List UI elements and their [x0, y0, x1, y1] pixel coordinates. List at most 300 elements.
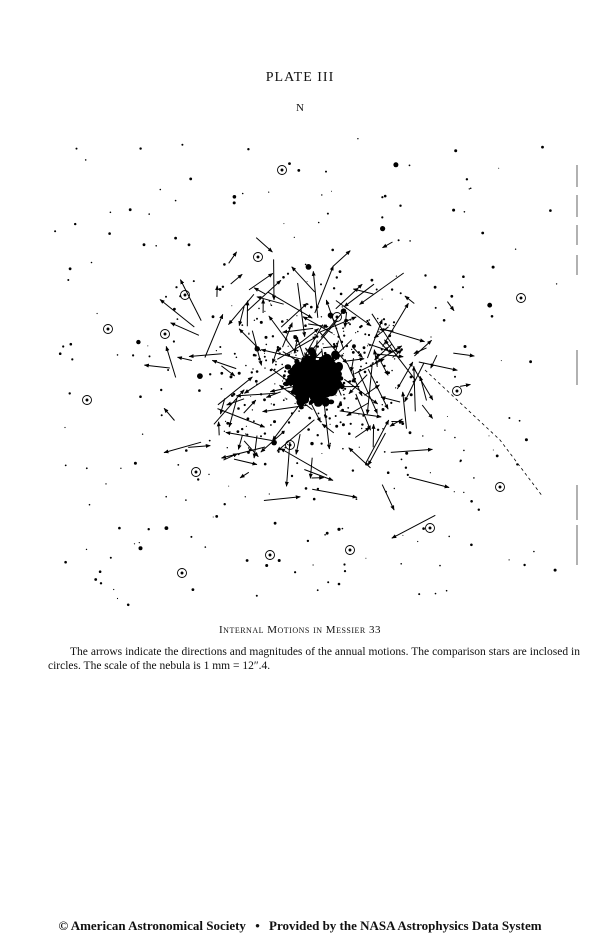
star-dot — [363, 346, 366, 349]
motion-arrow — [171, 323, 199, 336]
star-dot — [252, 409, 253, 410]
motion-arrow — [205, 314, 223, 357]
star-dot — [515, 249, 516, 250]
star-dot — [294, 571, 296, 573]
star-dot — [255, 380, 258, 383]
star-dot — [380, 226, 385, 231]
star-dot — [325, 392, 327, 394]
star-dot — [533, 551, 535, 553]
motion-arrow — [231, 274, 243, 284]
star-dot — [285, 398, 286, 399]
motion-arrow — [453, 353, 474, 356]
motion-arrow — [405, 296, 414, 304]
motion-arrow — [238, 435, 242, 449]
motion-arrow — [303, 317, 333, 334]
star-dot — [340, 293, 343, 296]
star-dot — [422, 527, 425, 530]
star-dot — [435, 593, 437, 595]
nebula-blob — [339, 376, 343, 380]
star-dot — [390, 402, 392, 404]
comparison-star-dot — [456, 390, 458, 392]
comparison-star-dot — [257, 256, 259, 258]
star-dot — [401, 459, 403, 461]
star-dot — [368, 334, 370, 336]
star-dot — [189, 178, 192, 181]
star-dot — [265, 359, 267, 361]
figure-caption-text: The arrows indicate the directions and magnitudes of the annual motions. The comparison stars are inclosed in circles. The scale of the nebula is 1 mm = 12″.4. — [48, 646, 580, 672]
star-dot — [99, 570, 102, 573]
star-dot — [160, 189, 162, 191]
star-dot — [418, 593, 420, 595]
star-dot — [523, 564, 525, 566]
star-dot — [454, 376, 456, 378]
star-dot — [381, 216, 383, 218]
motion-arrow — [340, 411, 382, 417]
star-dot — [317, 384, 319, 386]
star-dot — [393, 321, 395, 323]
star-dot — [245, 496, 246, 497]
star-dot — [339, 270, 342, 273]
star-dot — [405, 452, 408, 455]
star-dot — [321, 403, 323, 405]
star-dot — [435, 307, 437, 309]
star-dot — [301, 406, 304, 409]
star-dot — [198, 389, 201, 392]
comparison-star-dot — [281, 169, 283, 171]
copyright-text: © American Astronomical Society — [58, 918, 246, 933]
star-dot — [258, 308, 260, 310]
star-dot — [377, 318, 379, 320]
star-dot — [298, 410, 300, 412]
comparison-star-dot — [499, 486, 501, 488]
star-dot — [188, 243, 191, 246]
star-dot — [384, 323, 387, 326]
motion-arrow — [239, 329, 261, 351]
star-dot — [315, 389, 317, 391]
star-dot — [393, 325, 394, 326]
star-dot — [460, 461, 461, 462]
star-dot — [352, 351, 355, 354]
star-dot — [167, 369, 169, 371]
footer-separator: • — [255, 918, 260, 933]
star-dot — [74, 223, 76, 225]
star-dot — [333, 287, 335, 289]
star-dot — [192, 588, 195, 591]
star-dot — [344, 570, 346, 572]
star-dot — [348, 322, 350, 324]
star-dot — [161, 414, 163, 416]
star-dot — [296, 462, 298, 464]
motion-arrow — [409, 477, 449, 487]
star-dot — [165, 296, 167, 298]
star-dot — [197, 478, 199, 480]
motion-arrow — [368, 433, 385, 465]
star-dot — [283, 223, 284, 224]
star-dot — [288, 162, 291, 165]
star-dot — [209, 440, 211, 442]
motion-arrow — [308, 387, 359, 388]
star-dot — [470, 500, 473, 503]
star-dot — [287, 444, 288, 445]
star-dot — [410, 393, 413, 396]
star-dot — [278, 451, 280, 453]
star-dot — [489, 435, 490, 436]
star-dot — [231, 305, 232, 306]
star-dot — [117, 598, 118, 599]
motion-arrow — [180, 280, 201, 321]
motion-arrow — [283, 323, 293, 348]
star-dot — [321, 194, 322, 195]
comparison-star-dot — [86, 399, 88, 401]
star-dot — [330, 424, 331, 425]
star-dot — [448, 536, 450, 538]
star-dot — [325, 171, 327, 173]
star-dot — [371, 279, 374, 282]
star-dot — [250, 396, 251, 397]
star-dot — [282, 276, 285, 279]
star-dot — [209, 373, 211, 375]
star-dot — [430, 336, 431, 337]
star-dot — [359, 326, 361, 328]
star-dot — [223, 263, 226, 266]
motion-arrow — [277, 420, 314, 451]
star-dot — [148, 213, 150, 215]
star-dot — [266, 344, 268, 346]
comparison-star-dot — [520, 297, 522, 299]
star-dot — [306, 264, 312, 270]
star-dot — [493, 450, 494, 451]
star-dot — [313, 564, 314, 565]
star-dot — [275, 364, 277, 366]
star-dot — [383, 318, 385, 320]
star-dot — [260, 435, 262, 437]
motion-arrow — [419, 362, 458, 370]
star-dot — [305, 348, 306, 349]
star-dot — [283, 374, 286, 377]
star-dot — [208, 474, 209, 475]
star-dot — [365, 558, 366, 559]
motion-arrow — [252, 331, 261, 366]
motion-arrow — [310, 458, 312, 479]
star-dot — [295, 403, 296, 404]
star-dot — [307, 281, 308, 282]
star-dot — [402, 535, 403, 536]
star-dot — [256, 318, 258, 320]
star-dot — [491, 315, 494, 318]
star-dot — [295, 355, 296, 356]
star-dot — [462, 275, 465, 278]
star-dot — [264, 367, 265, 368]
star-dot — [291, 475, 293, 477]
star-dot — [245, 433, 246, 434]
star-dot — [185, 449, 188, 452]
star-dot — [335, 425, 338, 428]
star-dot — [270, 424, 272, 426]
star-dot — [343, 335, 345, 337]
motion-arrow — [283, 328, 313, 332]
star-dot — [304, 324, 307, 327]
star-dot — [64, 561, 67, 564]
motion-arrow — [234, 459, 257, 464]
star-dot — [446, 590, 448, 592]
star-dot — [69, 392, 71, 394]
star-dot — [284, 370, 286, 372]
star-dot — [65, 465, 67, 467]
motion-arrow — [219, 422, 220, 436]
star-dot — [129, 208, 132, 211]
motion-arrow — [431, 355, 437, 368]
star-dot — [342, 306, 343, 307]
star-dot — [398, 239, 400, 241]
star-dot — [270, 304, 271, 305]
star-dot — [165, 496, 167, 498]
star-dot — [326, 532, 329, 535]
star-dot — [498, 168, 499, 169]
star-dot — [296, 315, 297, 316]
star-dot — [134, 543, 135, 544]
star-dot — [324, 534, 326, 536]
star-dot — [260, 321, 263, 324]
star-dot — [248, 333, 249, 334]
motion-arrow — [312, 489, 357, 497]
star-dot — [364, 371, 367, 374]
star-dot — [439, 565, 441, 567]
star-dot — [281, 320, 284, 323]
star-dot — [265, 336, 268, 339]
star-dot — [62, 345, 64, 347]
star-dot — [148, 528, 150, 530]
motion-arrow — [322, 424, 334, 433]
star-dot — [175, 200, 177, 202]
star-dot — [286, 398, 288, 400]
star-dot — [264, 432, 266, 434]
star-dot — [54, 230, 56, 232]
star-dot — [76, 148, 78, 150]
star-dot — [71, 358, 73, 360]
nebula-blob — [328, 400, 334, 405]
star-dot — [334, 334, 335, 335]
north-direction-label: N — [296, 102, 304, 114]
star-dot — [272, 335, 274, 337]
star-dot — [352, 469, 354, 471]
star-dot — [283, 399, 285, 401]
star-dot — [394, 488, 395, 489]
star-dot — [297, 169, 300, 172]
star-dot — [227, 447, 228, 448]
plate-title: PLATE III — [265, 70, 335, 85]
star-dot — [450, 295, 453, 298]
comparison-star-dot — [195, 471, 197, 473]
comparison-star-dot — [107, 328, 109, 330]
star-dot — [337, 528, 340, 531]
star-dot — [391, 370, 393, 372]
star-dot — [86, 467, 88, 469]
star-dot — [519, 420, 521, 422]
star-dot — [478, 509, 480, 511]
star-dot — [147, 345, 148, 346]
star-dot — [246, 434, 248, 436]
motion-arrow — [178, 357, 192, 360]
figure-caption-title: Internal Motions in Messier 33 — [219, 624, 381, 636]
star-dot — [470, 544, 473, 547]
star-dot — [155, 245, 157, 247]
star-dot — [492, 266, 495, 269]
star-dot — [253, 420, 255, 422]
star-dot — [302, 397, 304, 399]
motion-arrow — [256, 238, 272, 252]
star-dot — [264, 463, 267, 466]
star-dot — [340, 421, 342, 423]
star-dot — [271, 403, 272, 404]
motion-arrow — [368, 369, 388, 409]
star-dot — [269, 493, 270, 494]
star-dot — [251, 371, 253, 373]
star-dot — [117, 354, 119, 356]
star-dot — [356, 498, 358, 500]
star-dot — [343, 331, 344, 332]
star-dot — [219, 288, 222, 291]
star-dot — [70, 343, 73, 346]
star-dot — [336, 276, 338, 278]
star-dot — [264, 356, 266, 358]
nebula-blob — [287, 375, 292, 379]
star-dot — [265, 564, 268, 567]
star-dot — [295, 363, 297, 365]
star-dot — [399, 205, 401, 207]
star-dot — [274, 421, 276, 423]
motion-arrow — [244, 400, 256, 413]
star-dot — [430, 472, 431, 473]
star-dot — [91, 262, 93, 264]
star-dot — [320, 283, 322, 285]
star-dot — [327, 213, 329, 215]
star-dot — [382, 408, 385, 411]
star-dot — [361, 428, 362, 429]
comparison-star-dot — [336, 316, 338, 318]
star-dot — [409, 165, 411, 167]
motion-arrow — [164, 442, 201, 452]
star-dot — [127, 604, 130, 607]
star-dot — [444, 430, 445, 431]
star-dot — [174, 237, 177, 240]
star-dot — [355, 332, 356, 333]
motion-arrow — [422, 405, 432, 419]
star-dot — [282, 380, 283, 381]
star-dot — [318, 361, 321, 364]
star-dot — [321, 453, 322, 454]
star-dot — [274, 522, 277, 525]
star-dot — [225, 421, 226, 422]
star-dot — [247, 148, 249, 150]
star-dot — [342, 327, 344, 329]
star-dot — [335, 415, 337, 417]
star-dot — [177, 318, 179, 320]
star-dot — [364, 333, 366, 335]
motion-arrow — [296, 434, 300, 454]
star-dot — [424, 274, 426, 276]
star-dot — [417, 541, 418, 542]
star-dot — [314, 334, 316, 336]
motion-arrow — [414, 340, 431, 356]
star-dot — [273, 404, 275, 406]
star-dot — [400, 292, 402, 294]
motion-arrow — [229, 294, 254, 324]
star-dot — [529, 360, 532, 363]
internal-motions-plate-figure — [45, 125, 590, 615]
star-dot — [246, 559, 249, 562]
star-dot — [349, 323, 351, 325]
star-dot — [487, 303, 492, 308]
star-dot — [288, 346, 289, 347]
star-dot — [462, 286, 464, 288]
star-dot — [525, 438, 528, 441]
star-dot — [344, 388, 346, 390]
motion-arrow — [214, 390, 244, 425]
star-dot — [327, 581, 329, 583]
star-dot — [359, 447, 360, 448]
star-dot — [222, 286, 224, 288]
motion-arrow — [353, 289, 373, 294]
star-dot — [342, 528, 344, 530]
star-dot — [139, 395, 142, 398]
star-dot — [501, 360, 502, 361]
star-dot — [139, 546, 143, 550]
star-dot — [339, 365, 340, 366]
star-dot — [293, 335, 297, 339]
star-dot — [105, 483, 106, 484]
star-dot — [268, 192, 269, 193]
star-dot — [333, 343, 335, 345]
comparison-star-dot — [289, 444, 291, 446]
star-dot — [331, 191, 332, 192]
star-dot — [254, 320, 255, 321]
star-dot — [59, 352, 62, 355]
star-dot — [357, 331, 359, 333]
motion-arrow — [264, 497, 300, 501]
star-dot — [339, 403, 342, 406]
comparison-star-dot — [184, 294, 186, 296]
star-dot — [395, 387, 396, 388]
comparison-star-dot — [164, 333, 166, 335]
star-dot — [212, 315, 215, 318]
star-dot — [338, 583, 341, 586]
star-dot — [264, 353, 265, 354]
star-dot — [287, 319, 288, 320]
star-dot — [275, 361, 276, 362]
star-dot — [452, 209, 455, 212]
star-dot — [278, 559, 281, 562]
motion-arrow — [382, 485, 394, 510]
star-dot — [317, 434, 319, 436]
motion-arrow — [367, 363, 372, 415]
star-dot — [271, 305, 273, 307]
star-dot — [132, 354, 134, 356]
star-dot — [136, 340, 140, 344]
star-dot — [213, 517, 214, 518]
star-dot — [289, 374, 290, 375]
star-dot — [447, 416, 448, 417]
star-dot — [173, 340, 175, 342]
star-dot — [143, 243, 146, 246]
star-dot — [329, 417, 331, 419]
star-dot — [97, 313, 98, 314]
motion-arrow — [144, 365, 169, 368]
star-dot — [253, 354, 256, 357]
star-dot — [549, 209, 552, 212]
motion-arrow — [383, 242, 393, 248]
star-dot — [409, 431, 412, 434]
star-dot — [248, 447, 249, 448]
